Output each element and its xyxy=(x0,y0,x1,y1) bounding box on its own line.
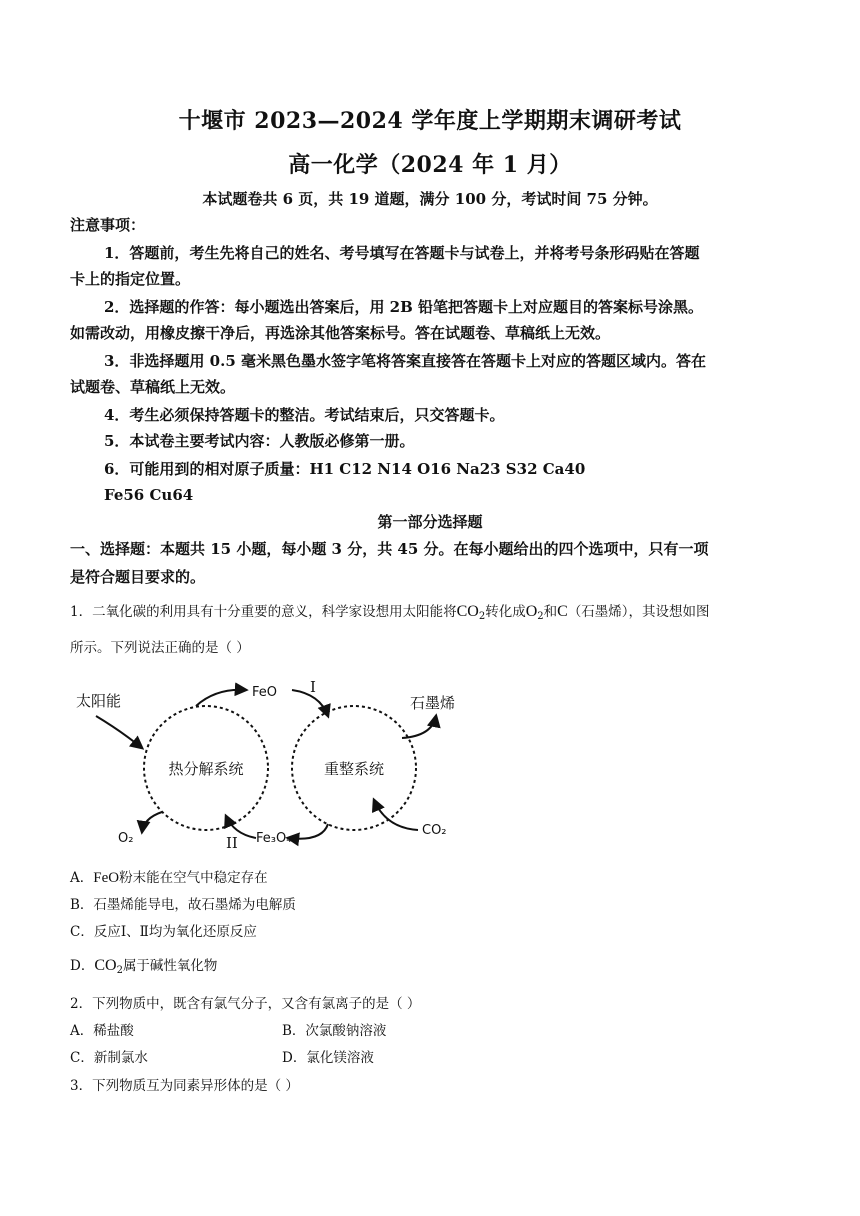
fe3o4-label: Fe₃O₄ xyxy=(256,831,292,846)
option-c[interactable]: C．反应Ⅰ、Ⅱ均为氧化还原反应 xyxy=(70,924,257,940)
question-1-stem: 1．二氧化碳的利用具有十分重要的意义，科学家设想用太阳能将$CO_2$转化成$O_2$和C（石墨烯），其设想如图 xyxy=(70,603,710,622)
arrow-co2-in xyxy=(374,800,418,830)
arrow-to-fe3o4 xyxy=(288,824,328,839)
note-line: 5．本试卷主要考试内容：人教版必修第一册。 xyxy=(104,432,415,450)
arrow-to-o2 xyxy=(142,812,162,832)
note-line: 卡上的指定位置。 xyxy=(70,270,191,288)
solar-arrow xyxy=(96,716,142,748)
note-line: 6．可能用到的相对原子质量：H1 C12 N14 O16 Na23 S32 Ca40 xyxy=(104,460,586,478)
section-instruction: 一、选择题：本题共 15 小题，每小题 3 分，共 45 分。在每小题给出的四个选项中，只有一项 xyxy=(70,540,709,558)
o2-label: O₂ xyxy=(118,831,134,846)
option-c[interactable]: C．新制氯水 xyxy=(70,1050,148,1066)
option-a[interactable]: A．稀盐酸 xyxy=(70,1023,134,1039)
thermal-system-label: 热分解系统 xyxy=(168,760,244,778)
option-b[interactable]: B．次氯酸钠溶液 xyxy=(282,1023,387,1039)
section-instruction: 是符合题目要求的。 xyxy=(70,568,206,586)
question-1-stem-cont: 所示。下列说法正确的是（ ） xyxy=(70,640,250,656)
roman-1-label: I xyxy=(310,678,316,696)
question-2-stem: 2．下列物质中，既含有氯气分子，又含有氯离子的是（ ） xyxy=(70,996,421,1012)
exam-intro: 本试题卷共 6 页，共 19 道题，满分 100 分，考试时间 75 分钟。 xyxy=(202,190,658,208)
reform-system-label: 重整系统 xyxy=(323,760,385,778)
solar-label: 太阳能 xyxy=(76,692,122,710)
notes-heading: 注意事项： xyxy=(70,216,146,234)
page-title: 十堰市 2023—2024 学年度上学期期末调研考试 xyxy=(178,108,682,134)
option-b[interactable]: B．石墨烯能导电，故石墨烯为电解质 xyxy=(70,897,296,913)
part-heading: 第一部分选择题 xyxy=(377,513,483,531)
roman-2-label: II xyxy=(226,834,238,852)
note-line: 4．考生必须保持答题卡的整洁。考试结束后，只交答题卡。 xyxy=(104,406,505,424)
note-line: 2．选择题的作答：每小题选出答案后，用 2B 铅笔把答题卡上对应题目的答案标号涂黑。 xyxy=(104,298,704,316)
option-d[interactable]: D．氯化镁溶液 xyxy=(282,1050,374,1066)
co2-label: CO₂ xyxy=(422,823,447,838)
option-a[interactable]: A．FeO粉末能在空气中稳定存在 xyxy=(70,870,268,886)
note-line: 3．非选择题用 0.5 毫米黑色墨水签字笔将答案直接答在答题卡上对应的答题区域内。答在 xyxy=(104,352,706,370)
reaction-cycle-diagram xyxy=(66,676,466,856)
note-line: 1．答题前，考生先将自己的姓名、考号填写在答题卡与试卷上，并将考号条形码贴在答题 xyxy=(104,244,700,262)
graphene-label: 石墨烯 xyxy=(410,694,456,712)
page-subtitle: 高一化学（2024 年 1 月） xyxy=(288,152,572,178)
note-line: 如需改动，用橡皮擦干净后，再选涂其他答案标号。答在试题卷、草稿纸上无效。 xyxy=(70,324,611,342)
note-line: Fe56 Cu64 xyxy=(104,486,194,504)
arrow-to-feo xyxy=(196,690,246,706)
feo-label: FeO xyxy=(252,685,277,700)
question-3-stem: 3．下列物质互为同素异形体的是（ ） xyxy=(70,1078,299,1094)
note-line: 试题卷、草稿纸上无效。 xyxy=(70,378,236,396)
option-d[interactable]: D．$CO_2$属于碱性氧化物 xyxy=(70,957,218,976)
